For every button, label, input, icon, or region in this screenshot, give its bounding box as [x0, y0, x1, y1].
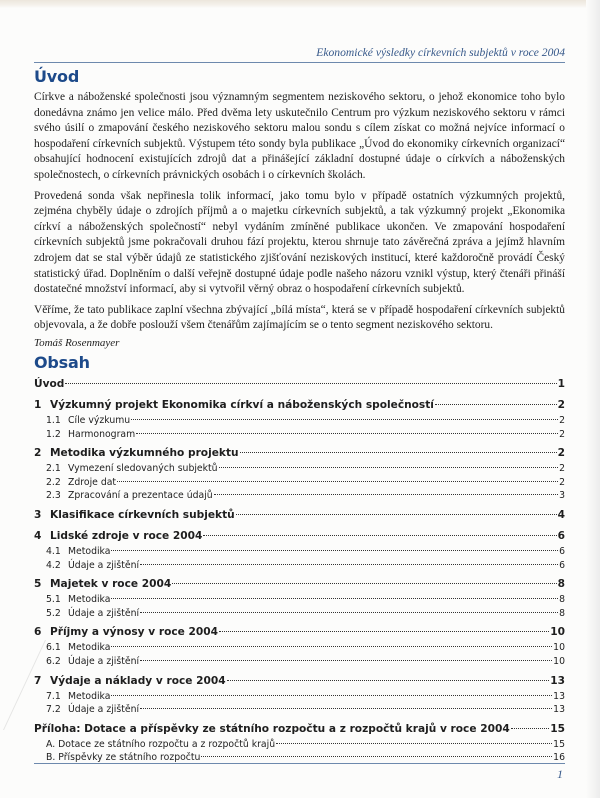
toc-entry-label: Metodika	[68, 642, 111, 654]
toc-entry[interactable]	[34, 530, 565, 546]
toc-entry-label: Metodika	[68, 545, 111, 557]
toc-leader-dots	[111, 598, 558, 599]
toc-entry[interactable]	[34, 642, 565, 656]
toc-entry-page: 8	[559, 594, 565, 606]
footer-rule	[34, 763, 565, 764]
scan-edge-right	[586, 0, 600, 798]
toc-entry[interactable]	[34, 578, 565, 594]
toc-leader-dots	[201, 756, 552, 757]
toc-entry-page: 2	[559, 428, 565, 440]
toc-entry[interactable]	[34, 399, 565, 415]
toc-entry-label: Lidské zdroje v roce 2004	[50, 529, 203, 542]
toc-entry-page: 6	[557, 529, 565, 542]
toc-entry-page: 13	[553, 704, 565, 716]
toc-entry-label: Výzkumný projekt Ekonomika církví a náboženských společností	[50, 399, 434, 411]
toc-entry-label: Metodika výzkumného projektu	[50, 447, 239, 460]
intro-paragraph: Církve a náboženské společnosti jsou významným segmentem neziskového sektoru, o jehož ekonomice toho bylo donedávna známo jen velice málo. Před dvěma lety uskutečnilo Centrum pro výzkum neziskového sektoru v rámci svého úsilí o zmapování českého neziskového sektoru malou sondu s cílem získat co možná nejvíce informací o hospodaření církevních subjektů. Výstupem této sondy byla publikace „Úvod do ekonomiky církevních organizací“ obsahující hodnocení existujících zdrojů dat a přinášející základní dostupné údaje o církvích a náboženských společnostech, o církevních právnických osobách i o církevních školách.	[34, 91, 565, 181]
toc-entry-label: Zdroje dat	[68, 476, 117, 488]
toc-entry[interactable]	[34, 560, 565, 574]
toc-leader-dots	[219, 467, 559, 468]
toc-entry-label: Výdaje a náklady v roce 2004	[50, 674, 226, 687]
toc-entry-label: Příjmy a výnosy v roce 2004	[50, 626, 218, 639]
toc-entry-page: 15	[550, 722, 565, 735]
toc-entry-label: Údaje a zjištění	[68, 559, 140, 571]
toc-entry-label: Metodika	[68, 594, 111, 606]
toc-entry-number: 6.1	[46, 642, 61, 654]
toc-leader-dots	[65, 383, 556, 384]
toc-entry-label: Úvod	[34, 378, 65, 390]
toc-entry[interactable]	[34, 704, 565, 718]
toc-entry-number: 5	[34, 578, 42, 591]
toc-entry-label: Metodika	[68, 690, 111, 702]
document-page	[34, 0, 565, 798]
toc-entry-number: 2.1	[46, 463, 61, 475]
toc-entry-number: 5.1	[46, 594, 61, 606]
toc-entry-page: 2	[559, 476, 565, 488]
intro-paragraph: Provedená sonda však nepřinesla tolik informací, jako tomu bylo v případě ostatních výzkumných projektů, zejména chyběly údaje o zdrojích příjmů a o majetku církevních subjektů, a tak výzkumný projekt „Ekonomika církví a náboženských společností“ nebyl vydáním zmíněné publikace ukončen. Ve zmapování hospodaření církevních subjektů jsme pokračovali druhou fází projektu, kterou shrnuje tato závěrečná zpráva a jejímž hlavním zdrojem dat se stal výběr údajů ze statistického zjišťování neziskových institucí, které každoročně provádí Český statistický úřad. Doplněním o další veřejně dostupné údaje podle našeho názoru vznikl výstup, který čtenáři přináší dostatečné množství informací, aby si vytvořil věrný obraz o hospodaření církevních subjektů.	[34, 189, 565, 296]
toc-entry[interactable]	[34, 477, 565, 491]
toc-entry-page: 2	[557, 399, 565, 411]
toc-entry-page: 6	[559, 545, 565, 557]
intro-body	[34, 90, 565, 339]
toc-entry-number: 1.1	[46, 415, 61, 426]
running-header: Ekonomické výsledky církevních subjektů v roce 2004	[316, 46, 565, 59]
toc-leader-dots	[111, 646, 552, 647]
toc-entry[interactable]	[34, 447, 565, 463]
toc-entry-page: 2	[559, 415, 565, 426]
toc-entry[interactable]	[34, 490, 565, 504]
toc-entry-number: 7	[34, 674, 42, 687]
toc-leader-dots	[140, 660, 552, 661]
toc-entry-label: Harmonogram	[68, 428, 136, 440]
toc-entry-label: Zpracování a prezentace údajů	[68, 490, 213, 502]
toc-entry-page: 10	[553, 642, 565, 654]
toc-leader-dots	[511, 728, 550, 729]
header-rule	[34, 62, 565, 63]
toc-entry[interactable]	[34, 415, 565, 429]
toc-entry-number: 1.2	[46, 428, 61, 440]
toc-entry-label: Údaje a zjištění	[68, 704, 140, 716]
toc-entry-number: 4.1	[46, 545, 61, 557]
toc-leader-dots	[111, 695, 552, 696]
toc-leader-dots	[214, 494, 558, 495]
toc-entry-page: 13	[553, 690, 565, 702]
toc-entry-page: 8	[559, 607, 565, 619]
toc-entry-label: Údaje a zjištění	[68, 655, 140, 667]
toc-leader-dots	[227, 680, 550, 681]
toc-entry[interactable]	[34, 691, 565, 705]
toc-entry-label: Klasifikace církevních subjektů	[50, 508, 235, 521]
toc-entry-label: Příloha: Dotace a příspěvky ze státního rozpočtu a z rozpočtů krajů v roce 2004	[34, 722, 510, 735]
toc-leader-dots	[435, 404, 557, 405]
toc-entry-page: 1	[557, 378, 565, 390]
toc-entry-page: 15	[553, 738, 565, 750]
toc-leader-dots	[111, 550, 558, 551]
toc-entry-page: 4	[557, 508, 565, 521]
toc-leader-dots	[131, 419, 558, 420]
toc-entry-number: 7.2	[46, 704, 61, 716]
page-number: 1	[557, 767, 563, 781]
toc-leader-dots	[219, 631, 549, 632]
toc-entry[interactable]	[34, 378, 565, 394]
toc-entry-number: 1	[34, 399, 42, 411]
toc-entry-number: 2.2	[46, 476, 61, 488]
toc-entry-page: 13	[550, 674, 565, 687]
toc-entry-page: 10	[553, 655, 565, 667]
toc-entry-page: 8	[557, 578, 565, 591]
toc-entry-number: 4.2	[46, 559, 61, 571]
toc-entry-number: 6.2	[46, 655, 61, 667]
toc-entry-number: 2	[34, 447, 42, 460]
toc-leader-dots	[140, 612, 558, 613]
toc-entry-number: 6	[34, 626, 42, 639]
toc-leader-dots	[140, 708, 552, 709]
toc-entry-label: A. Dotace ze státního rozpočtu a z rozpočtů krajů	[46, 738, 276, 750]
toc-entry[interactable]	[34, 429, 565, 443]
toc-entry-label: Údaje a zjištění	[68, 607, 140, 619]
toc-entry-label: Cíle výzkumu	[68, 415, 131, 426]
toc-entry-label: B. Příspěvky ze státního rozpočtu	[46, 752, 201, 764]
toc-leader-dots	[136, 433, 558, 434]
toc-entry[interactable]	[34, 546, 565, 560]
toc-entry-page: 6	[559, 559, 565, 571]
toc-leader-dots	[117, 481, 558, 482]
toc-entry[interactable]	[34, 626, 565, 642]
toc-entry[interactable]	[34, 594, 565, 608]
toc-entry-page: 10	[550, 626, 565, 639]
toc-entry-number: 4	[34, 529, 42, 542]
toc-entry-number: 3	[34, 508, 42, 521]
toc-heading: Obsah	[34, 353, 90, 372]
toc-entry[interactable]	[34, 723, 565, 739]
intro-paragraph: Věříme, že tato publikace zaplní všechna zbývající „bílá místa“, která se v případě hospodaření církevních subjektů objevovala, a že dobře poslouží všem čtenářům zajímajícím se o tento segment neziskového sektoru.	[34, 303, 565, 332]
toc-entry-page: 16	[553, 752, 565, 764]
toc-entry-label: Vymezení sledovaných subjektů	[68, 463, 218, 475]
toc-entry[interactable]	[34, 656, 565, 670]
toc-leader-dots	[236, 514, 557, 515]
intro-heading: Úvod	[34, 67, 80, 86]
toc-entry[interactable]	[34, 739, 565, 753]
toc-entry-page: 3	[559, 490, 565, 502]
toc-entry-page: 2	[557, 447, 565, 460]
toc-entry-label: Majetek v roce 2004	[50, 578, 172, 591]
toc-entry-page: 2	[559, 463, 565, 475]
author-signature: Tomáš Rosenmayer	[34, 337, 120, 349]
table-of-contents	[34, 378, 565, 766]
toc-entry-number: 7.1	[46, 690, 61, 702]
toc-entry-number: 5.2	[46, 607, 61, 619]
toc-leader-dots	[172, 583, 556, 584]
toc-entry-number: 2.3	[46, 490, 61, 502]
toc-leader-dots	[203, 535, 556, 536]
toc-leader-dots	[240, 452, 557, 453]
toc-entry[interactable]	[34, 675, 565, 691]
toc-leader-dots	[276, 743, 552, 744]
toc-entry[interactable]	[34, 608, 565, 622]
toc-leader-dots	[140, 564, 558, 565]
toc-entry[interactable]	[34, 509, 565, 525]
toc-entry[interactable]	[34, 463, 565, 477]
